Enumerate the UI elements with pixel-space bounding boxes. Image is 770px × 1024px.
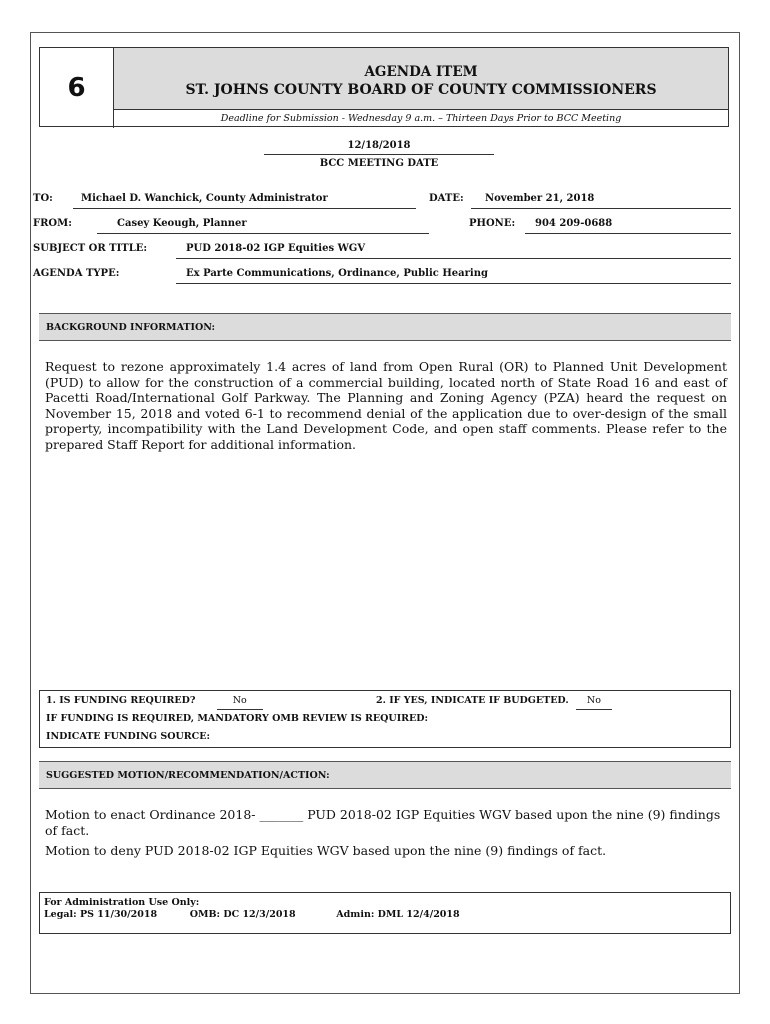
- funding-box: [39, 690, 731, 748]
- date-value: November 21, 2018: [471, 191, 731, 209]
- budgeted-label: 2. IF YES, INDICATE IF BUDGETED.: [376, 695, 569, 706]
- from-value: Casey Keough, Planner: [97, 216, 429, 234]
- admin-use-box: [39, 892, 731, 934]
- meeting-date-label: BCC MEETING DATE: [319, 158, 439, 169]
- from-label: FROM:: [33, 218, 72, 229]
- subject-label: SUBJECT OR TITLE:: [33, 243, 148, 254]
- funding-required-value: No: [217, 693, 263, 710]
- agenda-item-number: 6: [40, 48, 114, 128]
- background-text: Request to rezone approximately 1.4 acres of land from Open Rural (OR) to Planned Unit Development (PUD) to allow for the construction of a commercial building, located north of State Road 16 and east of Pacetti Road/International Golf Parkway. The Planning and Zoning Agency (PZA) heard the request on November 15, 2018 and voted 6-1 to recommend denial of the application due to over-design of the small property, incompatibility with the Land Development Code, and open staff comments. Please refer to the prepared Staff Report for additional information.: [45, 359, 727, 452]
- motion-line-2: Motion to deny PUD 2018-02 IGP Equities WGV based upon the nine (9) findings of fact.: [45, 843, 607, 858]
- legal-signoff: Legal: PS 11/30/2018: [44, 909, 158, 920]
- date-label: DATE:: [429, 193, 464, 204]
- phone-value: 904 209-0688: [525, 216, 731, 234]
- meeting-date: 12/18/2018: [264, 137, 494, 155]
- motion-line-1: Motion to enact Ordinance 2018- _______ PUD 2018-02 IGP Equities WGV based upon the nine (9) findings of fact.: [45, 807, 721, 838]
- subject-value: PUD 2018-02 IGP Equities WGV: [176, 241, 731, 259]
- motion-heading: SUGGESTED MOTION/RECOMMENDATION/ACTION:: [39, 761, 731, 789]
- omb-review-line: IF FUNDING IS REQUIRED, MANDATORY OMB REVIEW IS REQUIRED:: [46, 713, 429, 724]
- admin-signoff: Admin: DML 12/4/2018: [336, 909, 460, 920]
- agenda-type-label: AGENDA TYPE:: [33, 268, 120, 279]
- funding-question-1: [46, 693, 263, 709]
- funding-source-line: INDICATE FUNDING SOURCE:: [46, 731, 210, 742]
- agenda-type-value: Ex Parte Communications, Ordinance, Public Hearing: [176, 266, 731, 284]
- agenda-header: [39, 47, 729, 127]
- admin-signoffs: [44, 909, 730, 921]
- funding-required-label: 1. IS FUNDING REQUIRED?: [46, 695, 196, 706]
- agenda-title-box: [114, 48, 728, 110]
- admin-use-heading: For Administration Use Only:: [44, 897, 200, 908]
- agenda-page: [30, 32, 740, 994]
- to-value: Michael D. Wanchick, County Administrator: [73, 191, 416, 209]
- funding-question-2: [376, 693, 612, 709]
- omb-signoff: OMB: DC 12/3/2018: [189, 909, 296, 920]
- phone-label: PHONE:: [469, 218, 516, 229]
- background-heading: BACKGROUND INFORMATION:: [39, 313, 731, 341]
- submission-deadline: Deadline for Submission - Wednesday 9 a.m. – Thirteen Days Prior to BCC Meeting: [220, 113, 622, 124]
- agenda-title-line2: ST. JOHNS COUNTY BOARD OF COUNTY COMMISSIONERS: [185, 82, 657, 98]
- agenda-title-line1: AGENDA ITEM: [364, 64, 478, 80]
- meeting-date-block: [264, 137, 494, 173]
- to-label: TO:: [33, 193, 53, 204]
- budgeted-value: No: [576, 693, 612, 710]
